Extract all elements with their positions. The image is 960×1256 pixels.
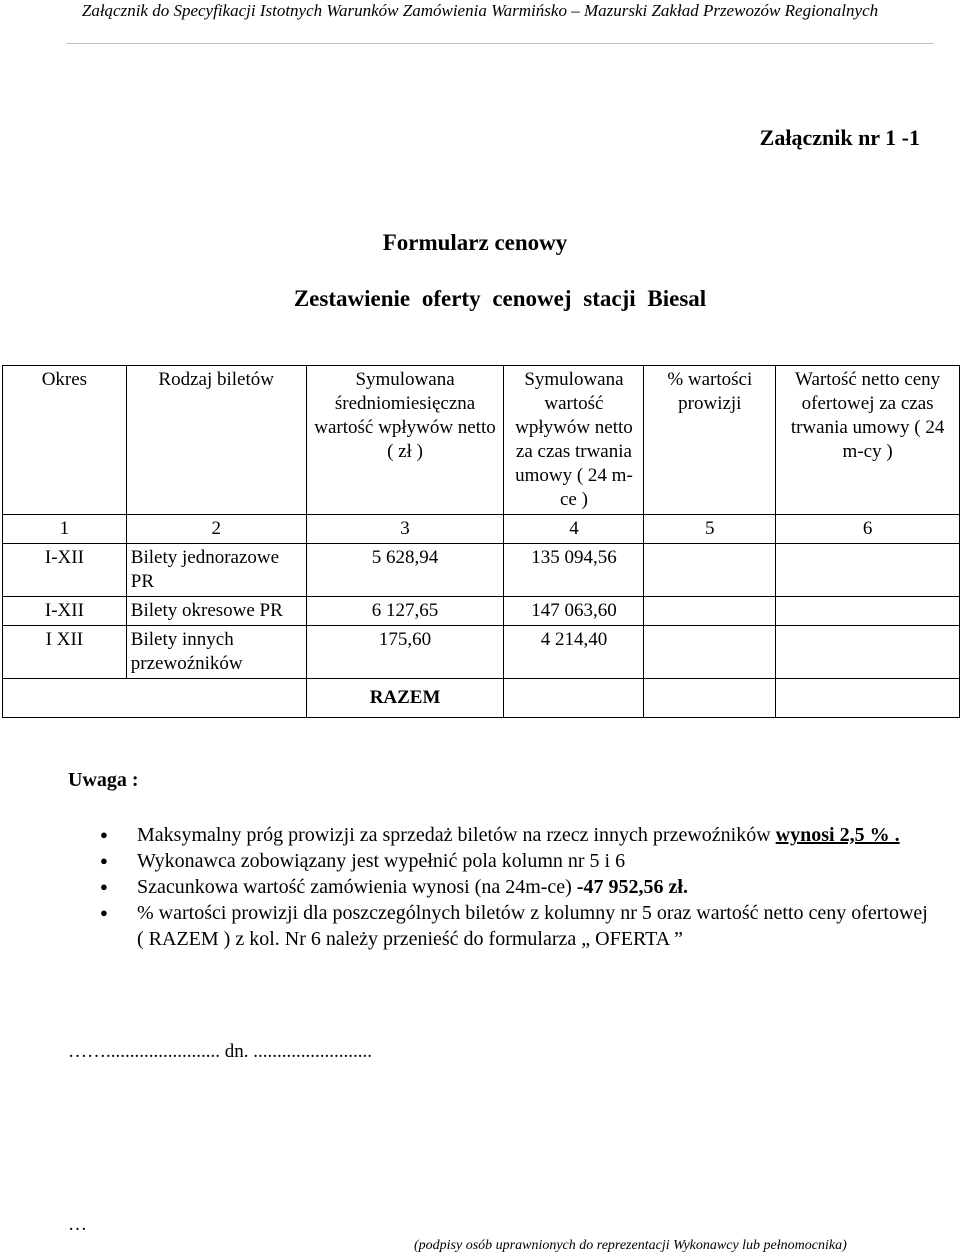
column-number-row — [3, 515, 960, 544]
note-item: ● % wartości prowizji dla poszczególnych biletów z kolumny nr 5 oraz wartość netto ceny ofertowej ( RAZEM ) z kol. Nr 6 należy przenieść do formularza „ OFERTA ” — [100, 900, 930, 952]
percent-input-cell[interactable] — [644, 544, 776, 597]
offer-input-cell[interactable] — [776, 544, 960, 597]
note-text: Maksymalny próg prowizji za sprzedaż biletów na rzecz innych przewoźników — [137, 824, 776, 846]
note-item: ● Wykonawca zobowiązany jest wypełnić pola kolumn nr 5 i 6 — [100, 848, 930, 874]
column-number: 3 — [306, 515, 504, 544]
header-okres: Okres — [3, 366, 127, 515]
column-number: 2 — [126, 515, 306, 544]
header-monthly: Symulowana średniomiesięczna wartość wpływów netto ( zł ) — [306, 366, 504, 515]
sum-percent-cell[interactable] — [644, 679, 776, 718]
sum-row — [3, 679, 960, 718]
column-number: 6 — [776, 515, 960, 544]
sum-total-cell — [504, 679, 644, 718]
header-divider — [66, 43, 934, 44]
table-row — [3, 597, 960, 626]
total-cell: 4 214,40 — [504, 626, 644, 679]
notes-list — [100, 822, 930, 952]
attachment-label: Załącznik nr 1 -1 — [759, 125, 920, 150]
header-total: Symulowana wartość wpływów netto za czas trwania umowy ( 24 m-ce ) — [504, 366, 644, 515]
percent-input-cell[interactable] — [644, 626, 776, 679]
header-offer: Wartość netto ceny ofertowej za czas trwania umowy ( 24 m-cy ) — [776, 366, 960, 515]
offer-input-cell[interactable] — [776, 626, 960, 679]
form-title: Formularz cenowy — [382, 230, 568, 255]
monthly-cell: 175,60 — [306, 626, 504, 679]
okres-cell: I-XII — [3, 597, 127, 626]
signature-dots: … — [68, 1214, 87, 1235]
column-number: 5 — [644, 515, 776, 544]
rodzaj-cell: Bilety okresowe PR — [126, 597, 306, 626]
header-percent: % wartości prowizji — [644, 366, 776, 515]
form-subtitle: Zestawienie oferty cenowej stacji Biesal — [293, 286, 707, 311]
header-rodzaj: Rodzaj biletów — [126, 366, 306, 515]
table-row — [3, 544, 960, 597]
table-row — [3, 626, 960, 679]
note-emphasis: -47 952,56 zł. — [576, 876, 688, 898]
rodzaj-cell: Bilety innych przewoźników — [126, 626, 306, 679]
note-text: Szacunkowa wartość zamówienia wynosi (na 24m-ce) — [137, 876, 577, 898]
sum-label: RAZEM — [306, 679, 504, 718]
okres-cell: I-XII — [3, 544, 127, 597]
column-number: 1 — [3, 515, 127, 544]
percent-input-cell[interactable] — [644, 597, 776, 626]
note-item — [100, 874, 930, 900]
total-cell: 147 063,60 — [504, 597, 644, 626]
okres-cell: I XII — [3, 626, 127, 679]
monthly-cell: 6 127,65 — [306, 597, 504, 626]
monthly-cell: 5 628,94 — [306, 544, 504, 597]
date-line: ……........................ dn. ......................... — [68, 1041, 372, 1062]
sum-empty-cell — [3, 679, 307, 718]
note-item — [100, 822, 930, 848]
price-table — [2, 365, 960, 718]
page-header: Załącznik do Specyfikacji Istotnych Warunków Zamówienia Warmińsko – Mazurski Zakład Przewozów Regionalnych — [81, 1, 879, 20]
rodzaj-cell: Bilety jednorazowe PR — [126, 544, 306, 597]
sum-offer-cell[interactable] — [776, 679, 960, 718]
note-emphasis: wynosi 2,5 % . — [775, 824, 900, 846]
column-number: 4 — [504, 515, 644, 544]
signature-caption: (podpisy osób uprawnionych do reprezentacji Wykonawcy lub pełnomocnika) — [414, 1238, 847, 1253]
notes-label: Uwaga : — [68, 769, 139, 791]
total-cell: 135 094,56 — [504, 544, 644, 597]
table-header-row — [3, 366, 960, 515]
offer-input-cell[interactable] — [776, 597, 960, 626]
